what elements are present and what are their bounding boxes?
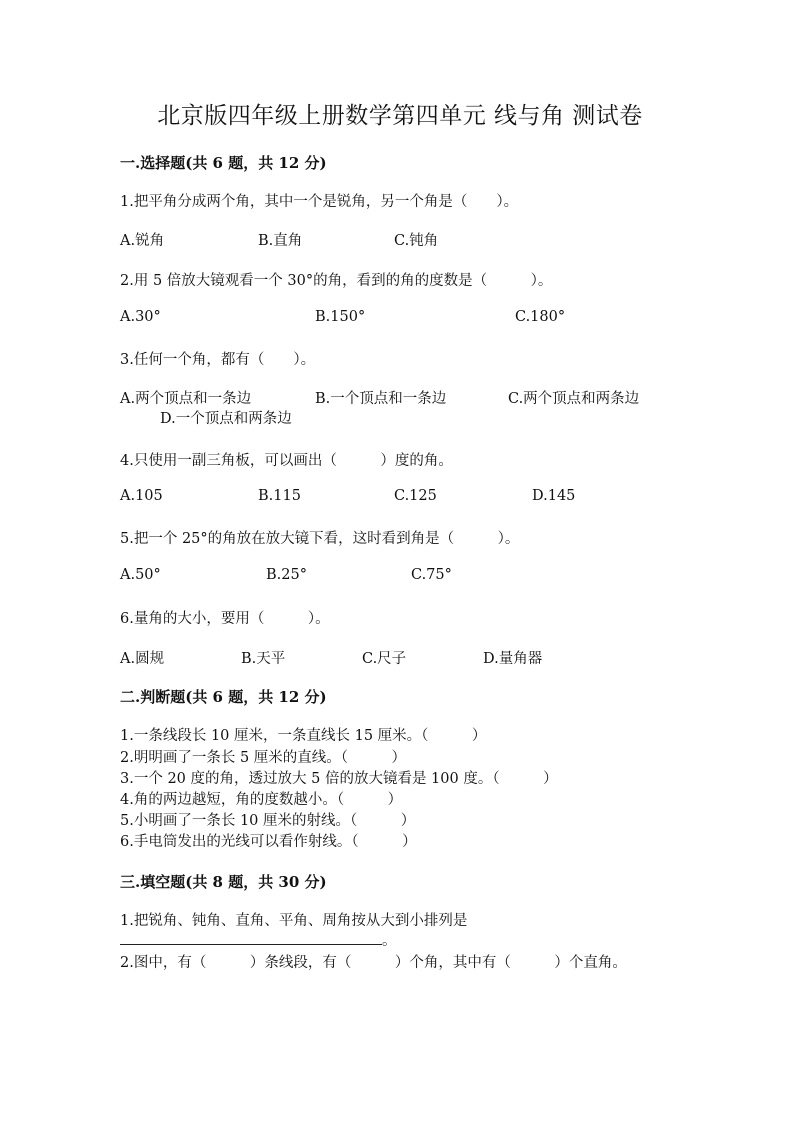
- judge-item: 4.角的两边越短，角的度数越小。（ ）: [120, 792, 403, 808]
- option-c: C.两个顶点和两条边: [508, 391, 640, 407]
- option-c: C.125: [394, 488, 437, 504]
- option-a: A.50°: [120, 567, 161, 583]
- option-b: B.直角: [258, 233, 303, 249]
- judge-item: 1.一条线段长 10 厘米，一条直线长 15 厘米。（ ）: [120, 728, 487, 744]
- option-c: C.75°: [411, 567, 452, 583]
- answer-blank[interactable]: [120, 932, 382, 945]
- option-b: B.25°: [266, 567, 307, 583]
- option-a: A.30°: [120, 309, 161, 325]
- option-c: C.尺子: [362, 651, 407, 667]
- question-stem: 6.量角的大小，要用（ ）。: [120, 611, 330, 627]
- option-d: D.量角器: [483, 651, 543, 667]
- option-a: A.两个顶点和一条边: [120, 391, 252, 407]
- page-title: 北京版四年级上册数学第四单元 线与角 测试卷: [157, 103, 643, 129]
- fill-item-end: 。: [382, 933, 397, 949]
- option-d: D.145: [532, 488, 576, 504]
- fill-item: 2.图中，有（ ）条线段，有（ ）个角，其中有（ ）个直角。: [120, 955, 627, 971]
- section-heading-choice: 一.选择题(共 6 题，共 12 分): [120, 154, 327, 172]
- section-heading-fill: 三.填空题(共 8 题，共 30 分): [120, 873, 327, 891]
- question-stem: 4.只使用一副三角板，可以画出（ ）度的角。: [120, 453, 453, 469]
- option-b: B.一个顶点和一条边: [315, 391, 447, 407]
- question-stem: 3.任何一个角，都有（ ）。: [120, 352, 316, 368]
- question-stem: 5.把一个 25°的角放在放大镜下看，这时看到角是（ ）。: [120, 531, 520, 547]
- fill-answer-line: [120, 929, 397, 950]
- question-stem: 2.用 5 倍放大镜观看一个 30°的角，看到的角的度数是（ ）。: [120, 273, 553, 289]
- judge-item: 3.一个 20 度的角，透过放大 5 倍的放大镜看是 100 度。（ ）: [120, 771, 558, 787]
- option-a: A.圆规: [120, 651, 165, 667]
- option-c: C.钝角: [394, 233, 439, 249]
- option-b: B.150°: [315, 309, 366, 325]
- question-stem: 1.把平角分成两个角，其中一个是锐角，另一个角是（ ）。: [120, 194, 519, 210]
- fill-item: 1.把锐角、钝角、直角、平角、周角按从大到小排列是: [120, 913, 468, 929]
- option-a: A.105: [120, 488, 163, 504]
- section-heading-judge: 二.判断题(共 6 题，共 12 分): [120, 688, 327, 706]
- judge-item: 5.小明画了一条长 10 厘米的射线。（ ）: [120, 813, 416, 829]
- judge-item: 2.明明画了一条长 5 厘米的直线。（ ）: [120, 750, 407, 766]
- option-d: D.一个顶点和两条边: [160, 411, 292, 427]
- option-c: C.180°: [515, 309, 566, 325]
- judge-item: 6.手电筒发出的光线可以看作射线。（ ）: [120, 834, 417, 850]
- option-a: A.锐角: [120, 233, 165, 249]
- option-b: B.115: [258, 488, 301, 504]
- option-b: B.天平: [241, 651, 286, 667]
